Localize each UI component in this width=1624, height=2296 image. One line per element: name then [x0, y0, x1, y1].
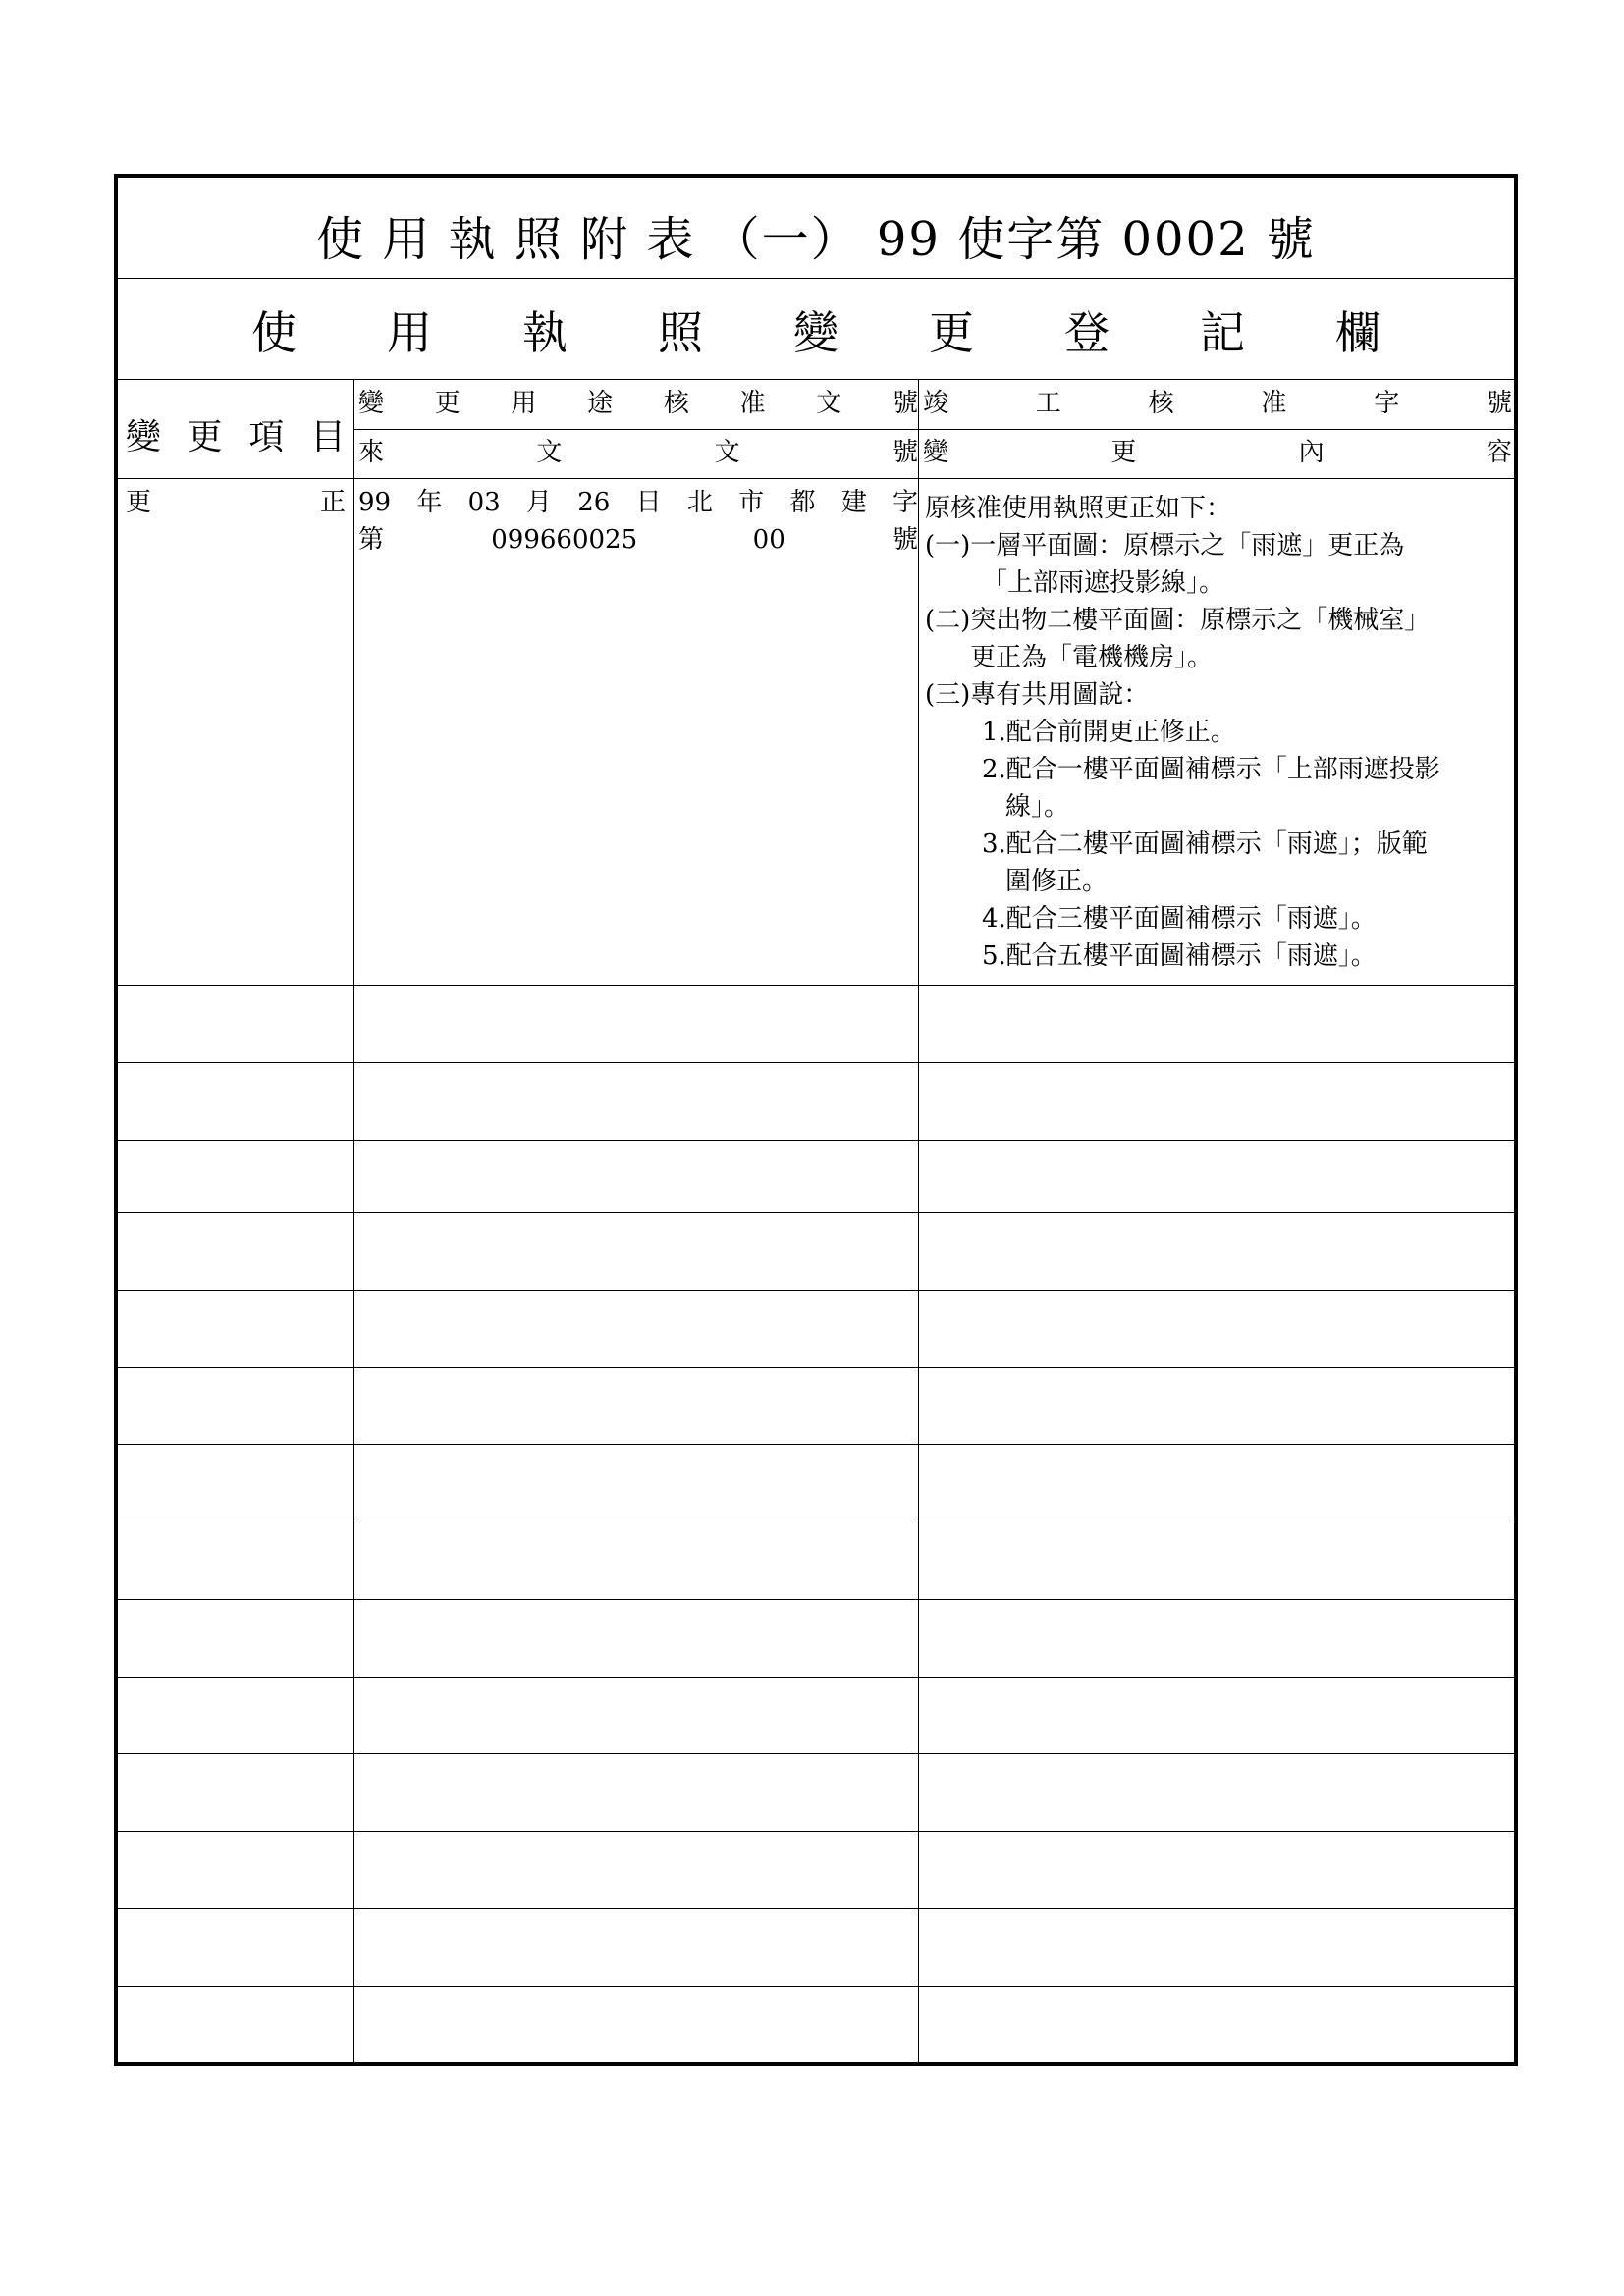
header-change-content: 變更內容: [923, 438, 1512, 467]
content-line: 線」。: [1005, 792, 1070, 822]
content-line: 原核准使用執照更正如下：: [925, 494, 1232, 523]
row-divider: [118, 1290, 1514, 1291]
divider: [118, 379, 1514, 380]
column-divider: [918, 379, 919, 2062]
header-completion-no: 竣工核准字號: [923, 389, 1512, 418]
content-line: 1.配合前開更正修正。: [982, 718, 1236, 747]
row-divider: [118, 1677, 1514, 1678]
content-line: 2.配合一樓平面圖補標示「上部雨遮投影: [982, 755, 1440, 784]
content-line: 更正為「電機機房」。: [970, 643, 1214, 672]
entry-change-item: 更正: [126, 488, 346, 517]
header-incoming-doc-no: 來文文號: [358, 438, 918, 467]
license-change-form: [114, 174, 1518, 2066]
row-divider: [118, 1908, 1514, 1909]
content-line: 4.配合三樓平面圖補標示「雨遮」。: [982, 904, 1377, 934]
row-divider: [118, 1753, 1514, 1754]
divider: [118, 478, 1514, 479]
page-title: 使 用 執 照 附 表 （一） 99 使字第 0002 號: [316, 212, 1316, 267]
row-divider: [118, 985, 1514, 986]
row-divider: [118, 1831, 1514, 1832]
entry-doc-number: 第099660025 00號: [358, 525, 918, 555]
section-title: 使 用 執 照 變 更 登 記 欄: [251, 306, 1380, 359]
content-line: 「上部雨遮投影線」。: [982, 568, 1225, 598]
header-approval-doc-no: 變更用途核准文號: [358, 389, 918, 418]
row-divider: [118, 1367, 1514, 1368]
divider: [353, 429, 1514, 430]
divider: [118, 278, 1514, 279]
content-line: (三)專有共用圖說：: [925, 680, 1150, 710]
content-line: 3.配合二樓平面圖補標示「雨遮」；版範: [982, 829, 1428, 859]
content-line: (一)一層平面圖：原標示之「雨遮」更正為: [925, 531, 1405, 561]
content-line: (二)突出物二樓平面圖：原標示之「機械室」: [925, 606, 1431, 635]
column-divider: [353, 379, 354, 2062]
row-divider: [118, 1599, 1514, 1600]
row-divider: [118, 1062, 1514, 1063]
row-divider: [118, 1444, 1514, 1445]
content-line: 5.配合五樓平面圖補標示「雨遮」。: [982, 941, 1377, 971]
row-divider: [118, 1212, 1514, 1213]
entry-doc-date: 99年03月26日北市都建字: [358, 488, 918, 517]
row-divider: [118, 1140, 1514, 1141]
row-divider: [118, 1986, 1514, 1987]
header-change-item: 變更項目: [126, 417, 346, 457]
content-line: 圍修正。: [1005, 867, 1109, 896]
